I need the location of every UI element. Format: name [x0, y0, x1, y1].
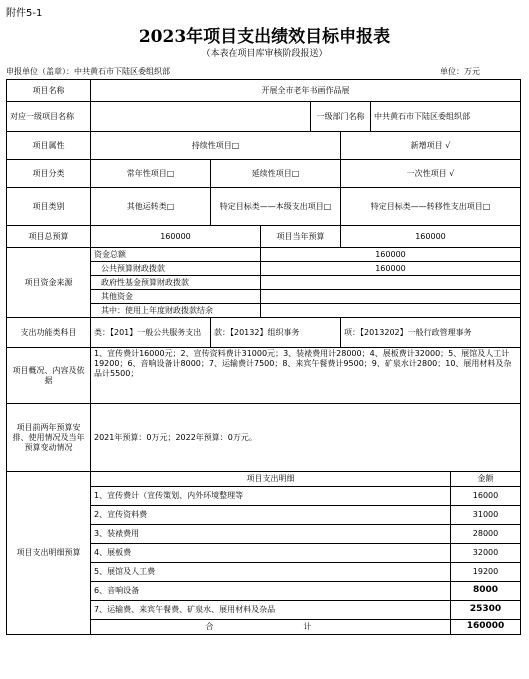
funding-label: 项目资金来源: [7, 248, 91, 318]
class-label: 项目分类: [7, 160, 91, 188]
detail-item: 5、展馆及人工费: [91, 563, 451, 582]
row-overview: [7, 348, 521, 404]
details-label: 项目支出明细预算: [7, 472, 91, 635]
total-label-left: 合: [205, 622, 214, 631]
dept-value: 中共黄石市下陆区委组织部: [371, 102, 521, 132]
detail-item: 2、宣传资料费: [91, 506, 451, 525]
detail-item: 4、展板费: [91, 544, 451, 563]
detail-amount: 8000: [451, 582, 521, 601]
detail-amount: 16000: [451, 487, 521, 506]
type-ops: 其他运转类□: [91, 188, 211, 226]
first-level-label: 对应一级项目名称: [7, 102, 91, 132]
type-special-level: 特定目标类——本级支出项目□: [211, 188, 341, 226]
class-regular: 常年性项目□: [91, 160, 211, 188]
funding-row-value: 160000: [261, 248, 521, 262]
year-budget-label: 项目当年预算: [261, 226, 341, 248]
funding-row-value: [261, 290, 521, 304]
detail-item: 7、运输费、来宾午餐费、矿泉水、展用材料及杂品: [91, 601, 451, 620]
funding-row-label: 公共预算财政拨款: [91, 262, 261, 276]
funding-row-value: [261, 304, 521, 318]
first-level-value: [91, 102, 311, 132]
detail-item: 3、装裱费用: [91, 525, 451, 544]
detail-item: 6、音响设备: [91, 582, 451, 601]
detail-amount: 25300: [451, 601, 521, 620]
row-project-class: [7, 160, 521, 188]
reporting-unit: 申报单位（盖章）：中共黄石市下陆区委组织部: [6, 67, 170, 76]
details-header-row: [7, 472, 521, 487]
currency-unit: 单位：万元: [440, 67, 480, 76]
row-project-type: [7, 188, 521, 226]
row-first-level: [7, 102, 521, 132]
total-budget-label: 项目总预算: [7, 226, 91, 248]
funding-row-value: 160000: [261, 262, 521, 276]
row-prior-years: [7, 404, 521, 472]
detail-amount: 32000: [451, 544, 521, 563]
project-name-label: 项目名称: [7, 80, 91, 102]
detail-amount: 31000: [451, 506, 521, 525]
row-function-class: [7, 318, 521, 348]
year-budget-value: 160000: [341, 226, 521, 248]
funding-row-label: 政府性基金预算财政拨款: [91, 276, 261, 290]
total-budget-value: 160000: [91, 226, 261, 248]
type-label: 项目类别: [7, 188, 91, 226]
details-total-label: [91, 620, 451, 635]
total-label-right: 计: [303, 622, 312, 631]
page-title: 2023年项目支出绩效目标申报表: [138, 27, 391, 47]
overview-text: 1、宣传费计16000元；2、宣传资料费计31000元；3、装裱费用计28000；4、展板费计32000；5、展馆及人工计19200；6、音响设备计8000；7、运输费计7500；8、来宾午餐费计9500；9、矿泉水计2800；10、展用材料及杂品计5500；: [91, 348, 521, 404]
row-project-attr: [7, 132, 521, 160]
funding-row-value: [261, 276, 521, 290]
class-extended: 延续性项目□: [211, 160, 341, 188]
attr-new: 新增项目 √: [341, 132, 521, 160]
funding-row-label: 资金总额: [91, 248, 261, 262]
overview-label: 项目概况、内容及依据: [7, 348, 91, 404]
detail-amount: 19200: [451, 563, 521, 582]
performance-target-table: [6, 79, 521, 635]
detail-amount: 28000: [451, 525, 521, 544]
prior-years-text: 2021年预算：0万元；2022年预算：0万元。: [91, 404, 521, 472]
row-budget: [7, 226, 521, 248]
annex-label: 附件5-1: [6, 8, 43, 19]
attr-continuing: 持续性项目□: [91, 132, 341, 160]
type-special-transfer: 特定目标类——转移性支出项目□: [341, 188, 521, 226]
detail-item: 1、宣传费计（宣传策划、内外环境整理等: [91, 487, 451, 506]
function-xiang: 项：【2013202】一般行政管理事务: [341, 318, 521, 348]
function-category: 类：【201】一般公共服务支出: [91, 318, 211, 348]
attr-label: 项目属性: [7, 132, 91, 160]
function-class-label: 支出功能类科目: [7, 318, 91, 348]
row-project-name: [7, 80, 521, 102]
details-total-value: 160000: [451, 620, 521, 635]
function-kuan: 款：【20132】组织事务: [211, 318, 341, 348]
prior-years-label: 项目前两年预算安排、使用情况及当年预算变动情况: [7, 404, 91, 472]
project-name-value: 开展全市老年书画作品展: [91, 80, 521, 102]
funding-row: [7, 248, 521, 262]
funding-row-label: 其他资金: [91, 290, 261, 304]
details-header-item: 项目支出明细: [91, 472, 451, 487]
funding-row-label: 其中：使用上年度财政拨款结余: [91, 304, 261, 318]
class-onetime: 一次性项目 √: [341, 160, 521, 188]
dept-label: 一级部门名称: [311, 102, 371, 132]
page-subtitle: （本表在项目库审核阶段报送）: [201, 49, 328, 59]
details-header-amount: 金额: [451, 472, 521, 487]
